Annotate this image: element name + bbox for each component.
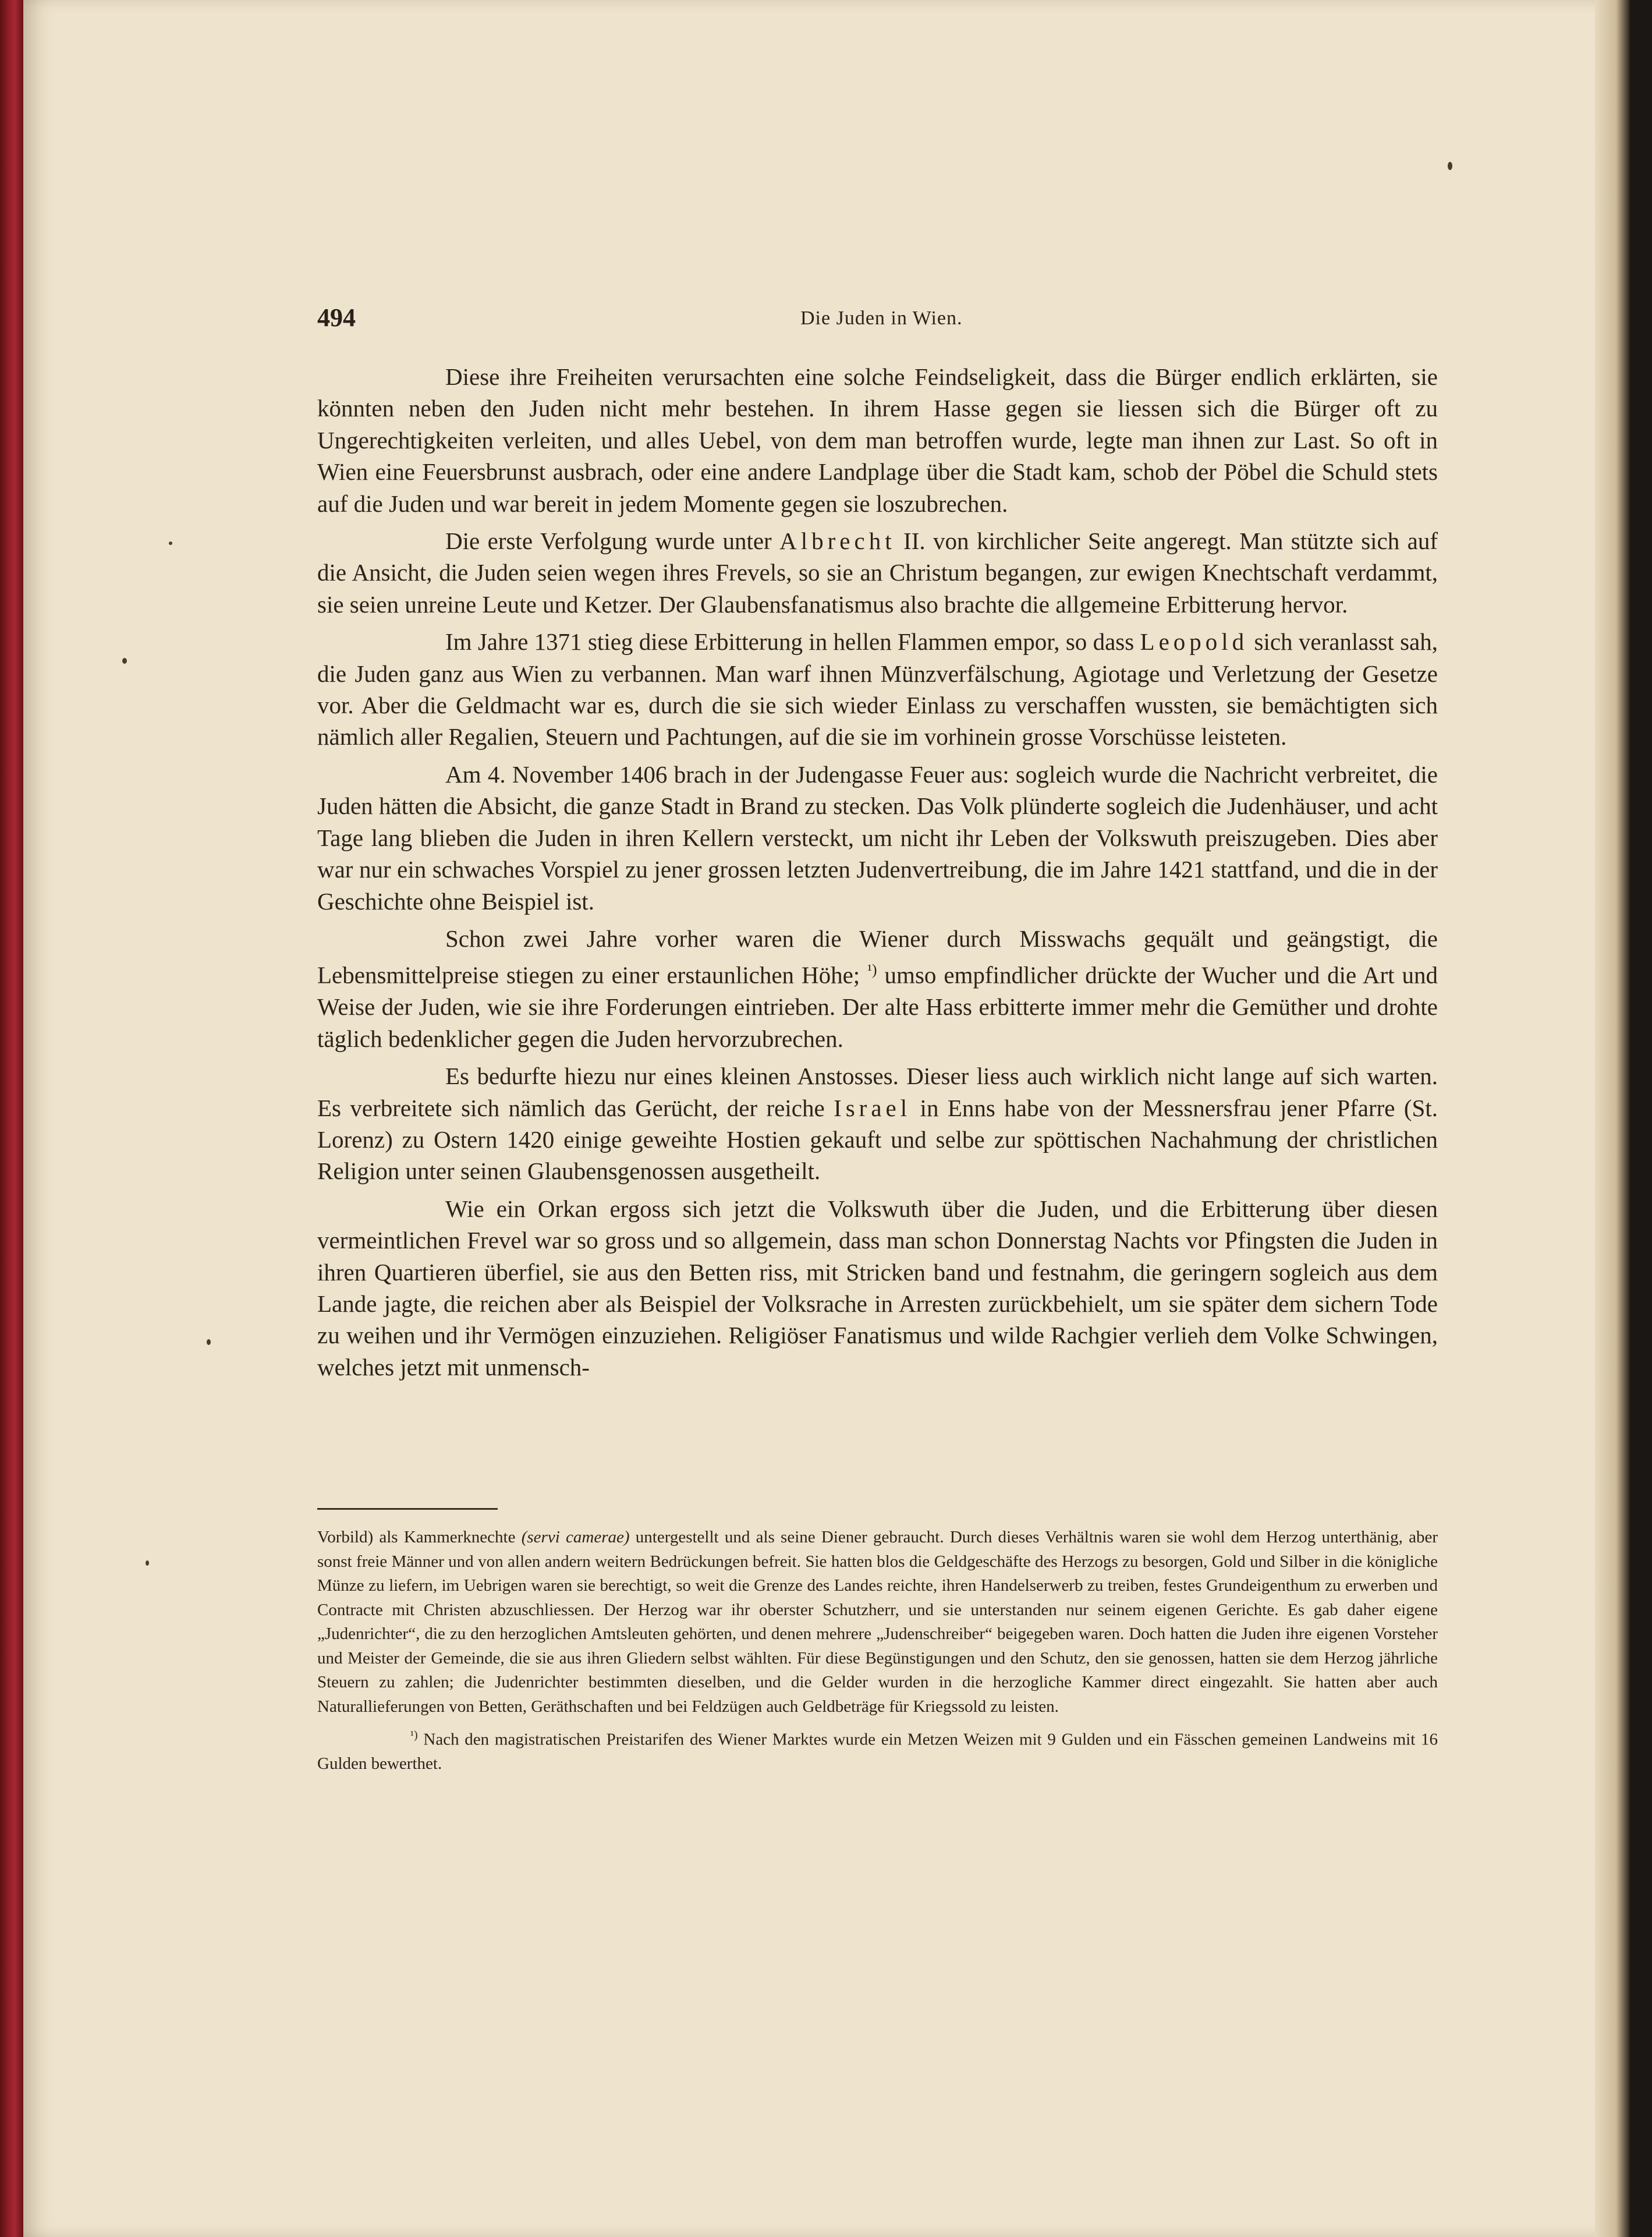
footnote: [317, 1525, 1438, 1719]
footnotes: [317, 1525, 1438, 1776]
paragraph-text: II. von kirchlicher Seite angeregt. Man stützte sich auf die Ansicht, die Juden seien wegen ihres Frevels, so sie an Christum begangen, zur ewigen Knechtschaft verdammt, sie seien unreine Leute und Ketzer. Der Glaubensfanatismus also brachte die allgemeine Erbitterung hervor.: [317, 528, 1438, 618]
footnote-text: Nach den magistratischen Preistarifen des Wiener Marktes wurde ein Metzen Weizen mit 9 Gulden und ein Fässchen gemeinen Landweins mit 16 Gulden bewerthet.: [317, 1730, 1438, 1774]
paragraph-text: Im Jahre 1371 stieg diese Erbitterung in hellen Flammen empor, so dass: [445, 628, 1135, 656]
latin-term: (servi camerae): [521, 1528, 630, 1546]
main-text: [317, 361, 1438, 1389]
emphasized-name: Israel: [834, 1094, 912, 1121]
paragraph: [317, 361, 1438, 519]
paper-speck: [1448, 162, 1452, 170]
paragraph-text: Die erste Verfolgung wurde unter: [445, 528, 772, 555]
paragraph-text: Es bedurfte hiezu nur eines kleinen Anstosses. Dieser liess auch wirklich nicht lange auf sich warten. Es verbreitete sich nämlich das Gerücht, der reiche: [317, 1063, 1438, 1121]
paragraph: [317, 759, 1438, 917]
footnote-marker: ¹): [410, 1729, 418, 1742]
paper-speck: [169, 541, 172, 545]
page-header: [317, 303, 1435, 344]
page-number: 494: [317, 303, 356, 332]
footnote-text: Vorbild) als Kammerknechte: [317, 1528, 516, 1546]
paragraph: [317, 1193, 1438, 1383]
paragraph-text: Am 4. November 1406 brach in der Judengasse Feuer aus: sogleich wurde die Nachricht verbreitet, die Juden hätten die Absicht, die ganze Stadt in Brand zu stecken. Das Volk plünderte sogleich die Judenhäuser, und acht Tage lang blieben die Juden in ihren Kellern versteckt, um nicht ihr Leben der Volkswuth preiszugeben. Dies aber war nur ein schwaches Vorspiel zu jener grossen letzten Judenvertreibung, die im Jahre 1421 stattfand, und die in der Geschichte ohne Beispiel ist.: [317, 760, 1438, 915]
paper-speck: [207, 1339, 211, 1345]
paragraph-text: in Enns habe von der Messnersfrau jener Pfarre (St. Lorenz) zu Ostern 1420 einige geweihte Hostien gekauft und selbe zur spöttischen Nachahmung der christlichen Religion unter seinen Glaubensgenossen ausgetheilt.: [317, 1094, 1438, 1185]
paper-speck: [122, 658, 127, 664]
paragraph: [317, 525, 1438, 620]
emphasized-name: Leopold: [1140, 628, 1249, 656]
paragraph-text: umso empfindlicher drückte der Wucher und die Art und Weise der Juden, wie sie ihre Forderungen eintrieben. Der alte Hass erbitterte immer mehr die Gemüther und drohte täglich bedenklicher gegen die Juden hervorzubrechen.: [317, 961, 1438, 1052]
footnote: [317, 1723, 1438, 1776]
footnote-divider: [317, 1508, 498, 1510]
page-edge-shadow: [1595, 0, 1630, 2237]
footnote-reference: ¹): [867, 961, 877, 979]
running-title: Die Juden in Wien.: [800, 307, 963, 329]
paragraph: [317, 923, 1438, 1054]
paper-speck: [146, 1560, 149, 1566]
paragraph-text: Schon zwei Jahre vorher waren die Wiener durch Misswachs gequält und geängstigt, die Lebensmittelpreise stiegen zu einer erstaunlichen Höhe;: [317, 925, 1438, 989]
footnote-text: untergestellt und als seine Diener gebraucht. Durch dieses Verhältnis waren sie wohl dem Herzog unterthänig, aber sonst freie Männer und von allen andern weitern Bedrückungen befreit. Sie hatten blos die Geldgeschäfte des Herzogs zu besorgen, Gold und Silber in die königliche Münze zu liefern, im Uebrigen waren sie berechtigt, so weit die Grenze des Landes reichte, ihren Handelserwerb zu treiben, festes Grundeigenthum zu erwerben und Contracte mit Christen abzuschliessen. Der Herzog war ihr oberster Schutzherr, und sie unterstanden nur seinem eigenen Gerichte. Es gab daher eigene „Judenrichter“, die zu den herzoglichen Amtsleuten gehörten, und denen mehrere „Judenschreiber“ beigegeben waren. Doch hatten die Juden ihre eigenen Vorsteher und Meister der Gemeinde, die sie aus ihren Gliedern selbst wählten. Für diese Begünstigungen und den Schutz, den sie genossen, hatten sie dem Herzog jährliche Steuern zu zahlen; die Judenrichter bestimmten dieselben, und die Gelder wurden in die herzogliche Kammer direct eingezahlt. Sie hatten aber auch Naturallieferungen von Betten, Geräthschaften und bei Feldzügen auch Geldbeträge für Kriegssold zu leisten.: [317, 1528, 1438, 1716]
paragraph: [317, 1060, 1438, 1187]
paragraph-text: sich veranlasst sah, die Juden ganz aus Wien zu verbannen. Man warf ihnen Münzverfälschung, Agiotage und Verletzung der Gesetze vor. Aber die Geldmacht war es, durch die sie sich wieder Einlass zu verschaffen wussten, sie bemächtigten sich nämlich aller Regalien, Steuern und Pachtungen, auf die sie im vorhinein grosse Vorschüsse leisteten.: [317, 628, 1438, 751]
paragraph-text: Wie ein Orkan ergoss sich jetzt die Volkswuth über die Juden, und die Erbitterung über diesen vermeintlichen Frevel war so gross und so allgemein, dass man schon Donnerstag Nachts vor Pfingsten die Juden in ihren Quartieren überfiel, sie aus den Betten riss, mit Stricken band und festnahm, die geringern sogleich aus dem Lande jagte, die reichen aber als Beispiel der Volksrache in Arresten zurückbehielt, um sie später dem sichern Tode zu weihen und ihr Vermögen einzuziehen. Religiöser Fanatismus und wilde Rachgier verlieh dem Volke Schwingen, welches jetzt mit unmensch-: [317, 1195, 1438, 1381]
emphasized-name: Albrecht: [779, 528, 896, 555]
paragraph: [317, 626, 1438, 753]
paragraph-text: Diese ihre Freiheiten verursachten eine solche Feindseligkeit, dass die Bürger endlich erklärten, sie könnten neben den Juden nicht mehr bestehen. In ihrem Hasse gegen sie liessen sich die Bürger oft zu Ungerechtigkeiten verleiten, und alles Uebel, von dem man betroffen wurde, legte man ihnen zur Last. So oft in Wien eine Feuersbrunst ausbrach, oder eine andere Landplage über die Stadt kam, schob der Pöbel die Schuld stets auf die Juden und war bereit in jedem Momente gegen sie loszubrechen.: [317, 363, 1438, 517]
